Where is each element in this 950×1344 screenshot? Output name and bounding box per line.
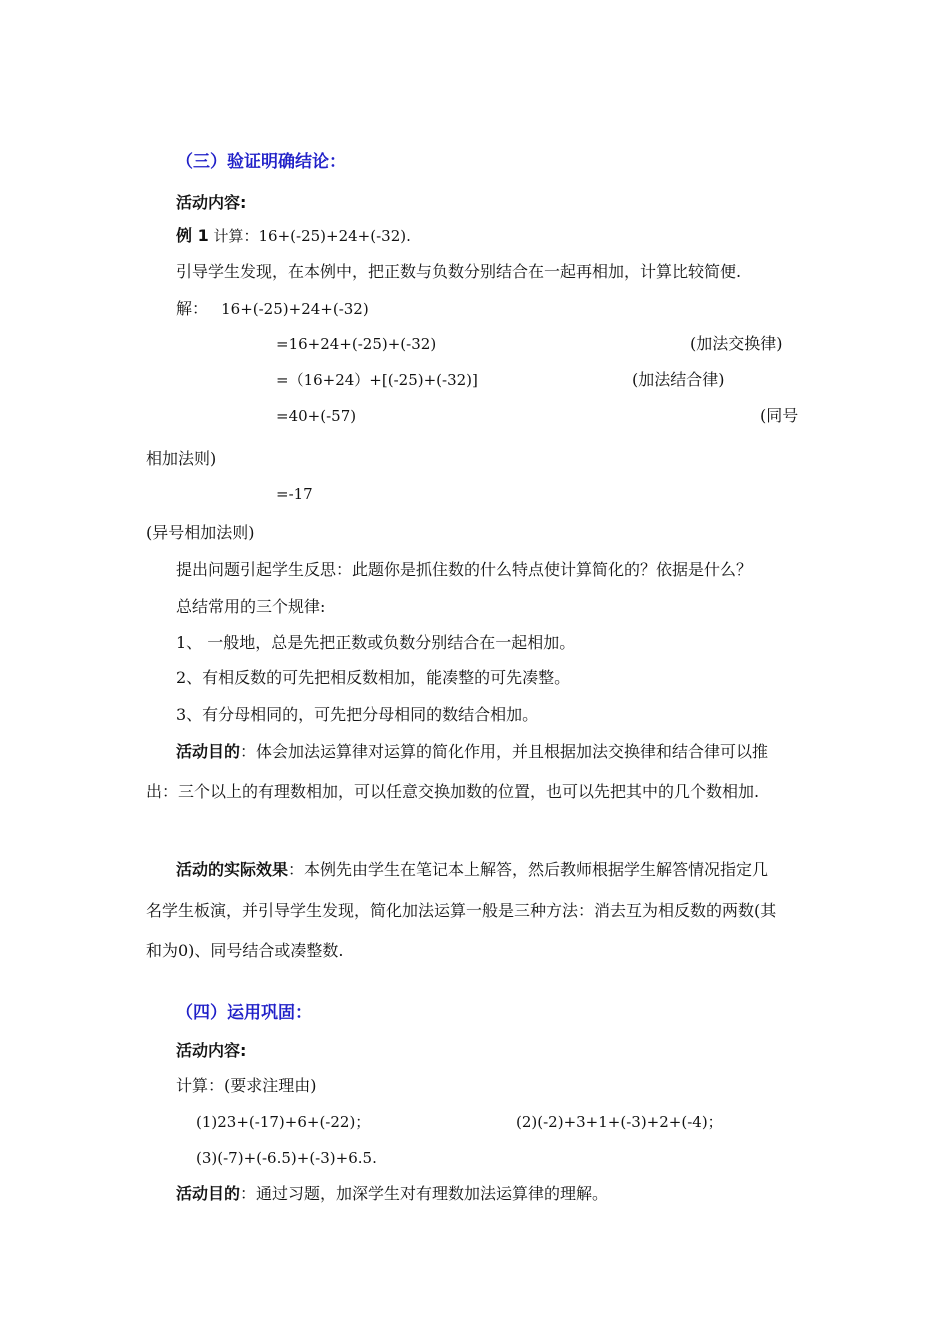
- rule-2: 2、有相反数的可先把相反数相加，能凑整的可先凑整。: [176, 668, 571, 687]
- effect-line-2: 名学生板演，并引导学生发现，简化加法运算一般是三种方法：消去互为相反数的两数(其: [146, 901, 777, 920]
- example-text: 计算：16+(-25)+24+(-32).: [208, 227, 411, 245]
- effect-line-1: [176, 860, 768, 880]
- solution-line: [176, 299, 369, 319]
- problem-1: (1)23+(-17)+6+(-22)；: [196, 1113, 371, 1131]
- solution-label: 解：: [176, 299, 209, 318]
- step-2-reason: (加法结合律): [632, 370, 725, 389]
- step-2-expr: =（16+24）+[(-25)+(-32)]: [276, 371, 478, 389]
- step-1-reason: (加法交换律): [690, 334, 783, 353]
- problem-2: (2)(-2)+3+1+(-3)+2+(-4)；: [516, 1113, 723, 1131]
- purpose-line-2: 出：三个以上的有理数相加，可以任意交换加数的位置，也可以先把其中的几个数相加.: [146, 782, 760, 801]
- step-3-expr: =40+(-57): [276, 407, 357, 425]
- rule-3: 3、有分母相同的，可先把分母相同的数结合相加。: [176, 705, 539, 724]
- step-1-expr: =16+24+(-25)+(-32): [276, 335, 437, 353]
- effect-label: 活动的实际效果: [176, 860, 289, 879]
- example-1: [176, 226, 411, 246]
- activity-content-label: 活动内容:: [176, 193, 247, 212]
- purpose-label-2: 活动目的: [176, 1184, 241, 1203]
- step-3-reason: (同号: [760, 406, 799, 425]
- purpose-text-s4: ：通过习题，加深学生对有理数加法运算律的理解。: [240, 1184, 609, 1203]
- solution-first-expr: 16+(-25)+24+(-32): [221, 300, 369, 318]
- purpose-line-1: [176, 742, 768, 762]
- section3-heading: （三）验证明确结论：: [176, 152, 346, 172]
- section4-heading: （四）运用巩固：: [176, 1003, 312, 1023]
- reason-wrap-1: 相加法则): [146, 449, 217, 468]
- reflection-question: 提出问题引起学生反思：此题你是抓住数的什么特点使计算简化的？依据是什么？: [176, 560, 753, 579]
- summary-title: 总结常用的三个规律:: [176, 597, 326, 616]
- guide-text: 引导学生发现，在本例中，把正数与负数分别结合在一起再相加，计算比较简便.: [176, 262, 742, 281]
- final-expr: =-17: [276, 485, 313, 503]
- purpose-line-s4: [176, 1184, 608, 1204]
- purpose-label: 活动目的: [176, 742, 241, 761]
- purpose-text-1: ：体会加法运算律对运算的简化作用，并且根据加法交换律和结合律可以推: [240, 742, 769, 761]
- effect-line-3: 和为0)、同号结合或凑整数.: [146, 941, 344, 960]
- activity-content-label-2: 活动内容:: [176, 1041, 247, 1060]
- effect-text-1: ：本例先由学生在笔记本上解答，然后教师根据学生解答情况指定几: [288, 860, 769, 879]
- rule-1: 1、 一般地，总是先把正数或负数分别结合在一起相加。: [176, 633, 576, 652]
- task-text: 计算：(要求注理由): [176, 1076, 317, 1095]
- reason-wrap-2: (异号相加法则): [146, 523, 255, 542]
- example-label: 例 1: [176, 226, 209, 245]
- problem-3: (3)(-7)+(-6.5)+(-3)+6.5.: [196, 1149, 377, 1167]
